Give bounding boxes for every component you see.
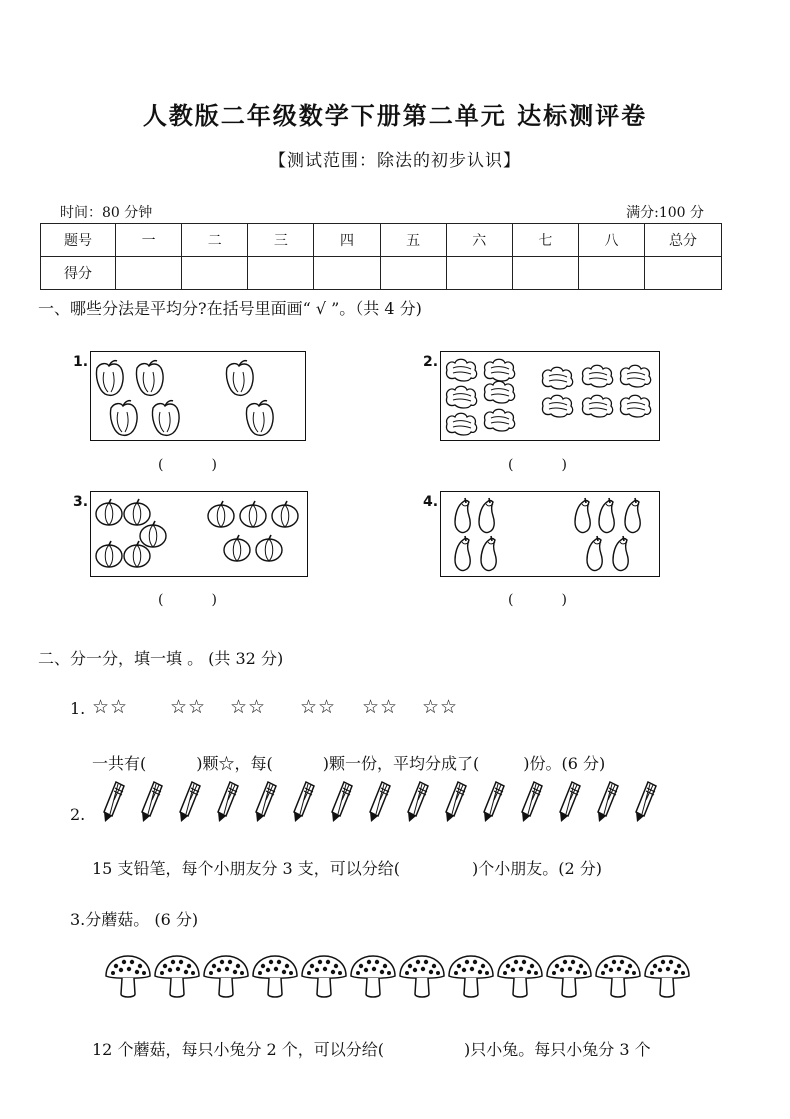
table-column: 四 <box>314 224 380 257</box>
section1-heading: 一、哪些分法是平均分?在括号里面画“ √ ”。（共 4 分) <box>38 299 422 318</box>
table-column: 三 <box>248 224 314 257</box>
question-heading: 3.分蘑菇。 (6 分) <box>70 910 199 929</box>
q2-text: 15 支铅笔，每个小朋友分 3 支，可以分给( <box>92 859 401 878</box>
score-cell[interactable] <box>645 257 722 290</box>
answer-parentheses[interactable] <box>508 457 567 473</box>
paren-open: ( <box>158 592 164 608</box>
table-column: 八 <box>578 224 644 257</box>
cabbage-picture-box <box>440 351 660 441</box>
item-number: 2. <box>423 354 439 370</box>
paren-close: ) <box>211 457 217 473</box>
score-cell[interactable] <box>380 257 446 290</box>
score-table-score-row <box>41 257 722 290</box>
paren-close: ) <box>561 457 567 473</box>
table-column: 五 <box>380 224 446 257</box>
q2-sentence <box>92 856 602 879</box>
q1-text: 一共有( <box>92 754 147 773</box>
paren-open: ( <box>158 457 164 473</box>
table-row-label: 得分 <box>41 257 116 290</box>
pencil-icon-group <box>100 780 670 824</box>
star-group: ☆☆ <box>362 696 399 718</box>
paren-close: ) <box>561 592 567 608</box>
answer-parentheses[interactable] <box>158 457 217 473</box>
star-group: ☆☆ <box>230 696 267 718</box>
item-number: 1. <box>73 354 89 370</box>
table-column: 七 <box>512 224 578 257</box>
q1-text: )份。(6 分) <box>523 754 606 773</box>
q3-text: )只小兔。每只小兔分 3 个 <box>464 1040 651 1059</box>
score-cell[interactable] <box>512 257 578 290</box>
star-group: ☆☆ <box>170 696 207 718</box>
q2-text: )个小朋友。(2 分) <box>472 859 603 878</box>
page-title: 人教版二年级数学下册第二单元 达标测评卷 <box>142 102 648 130</box>
time-label: 时间：80 分钟 <box>60 205 153 221</box>
question-number: 2. <box>70 805 86 824</box>
mushroom-icon-group <box>102 952 702 1002</box>
section2-heading: 二、分一分，填一填 。 (共 32 分) <box>38 649 284 668</box>
score-cell[interactable] <box>182 257 248 290</box>
pepper-picture-box <box>90 351 306 441</box>
paren-close: ) <box>211 592 217 608</box>
test-scope: 【测试范围：除法的初步认识】 <box>269 151 521 171</box>
q1-text: )颗☆，每( <box>196 754 273 773</box>
star-group: ☆☆ <box>300 696 337 718</box>
q3-sentence <box>92 1037 651 1060</box>
score-table-header-row <box>41 224 722 257</box>
table-column: 一 <box>116 224 182 257</box>
star-group: ☆☆ <box>92 696 129 718</box>
bell-pepper-icon-group <box>91 352 305 440</box>
score-table <box>40 223 722 290</box>
q1-sentence <box>92 751 605 774</box>
full-score-label: 满分:100 分 <box>626 205 704 221</box>
score-cell[interactable] <box>446 257 512 290</box>
score-cell[interactable] <box>314 257 380 290</box>
answer-parentheses[interactable] <box>158 592 217 608</box>
eggplant-icon-group <box>441 492 659 576</box>
item-number: 4. <box>423 494 439 510</box>
item-number: 3. <box>73 494 89 510</box>
star-group: ☆☆ <box>422 696 459 718</box>
pumpkin-picture-box <box>90 491 308 577</box>
score-cell[interactable] <box>116 257 182 290</box>
paren-open: ( <box>508 457 514 473</box>
table-column: 二 <box>182 224 248 257</box>
table-column: 总分 <box>645 224 722 257</box>
eggplant-picture-box <box>440 491 660 577</box>
q3-text: 12 个蘑菇，每只小兔分 2 个，可以分给( <box>92 1040 385 1059</box>
paren-open: ( <box>508 592 514 608</box>
question-number: 1. <box>70 699 86 718</box>
table-header-label: 题号 <box>41 224 116 257</box>
cabbage-icon-group <box>441 352 659 440</box>
score-cell[interactable] <box>578 257 644 290</box>
q1-text: )颗一份，平均分成了( <box>322 754 480 773</box>
pumpkin-icon-group <box>91 492 307 576</box>
score-cell[interactable] <box>248 257 314 290</box>
table-column: 六 <box>446 224 512 257</box>
answer-parentheses[interactable] <box>508 592 567 608</box>
